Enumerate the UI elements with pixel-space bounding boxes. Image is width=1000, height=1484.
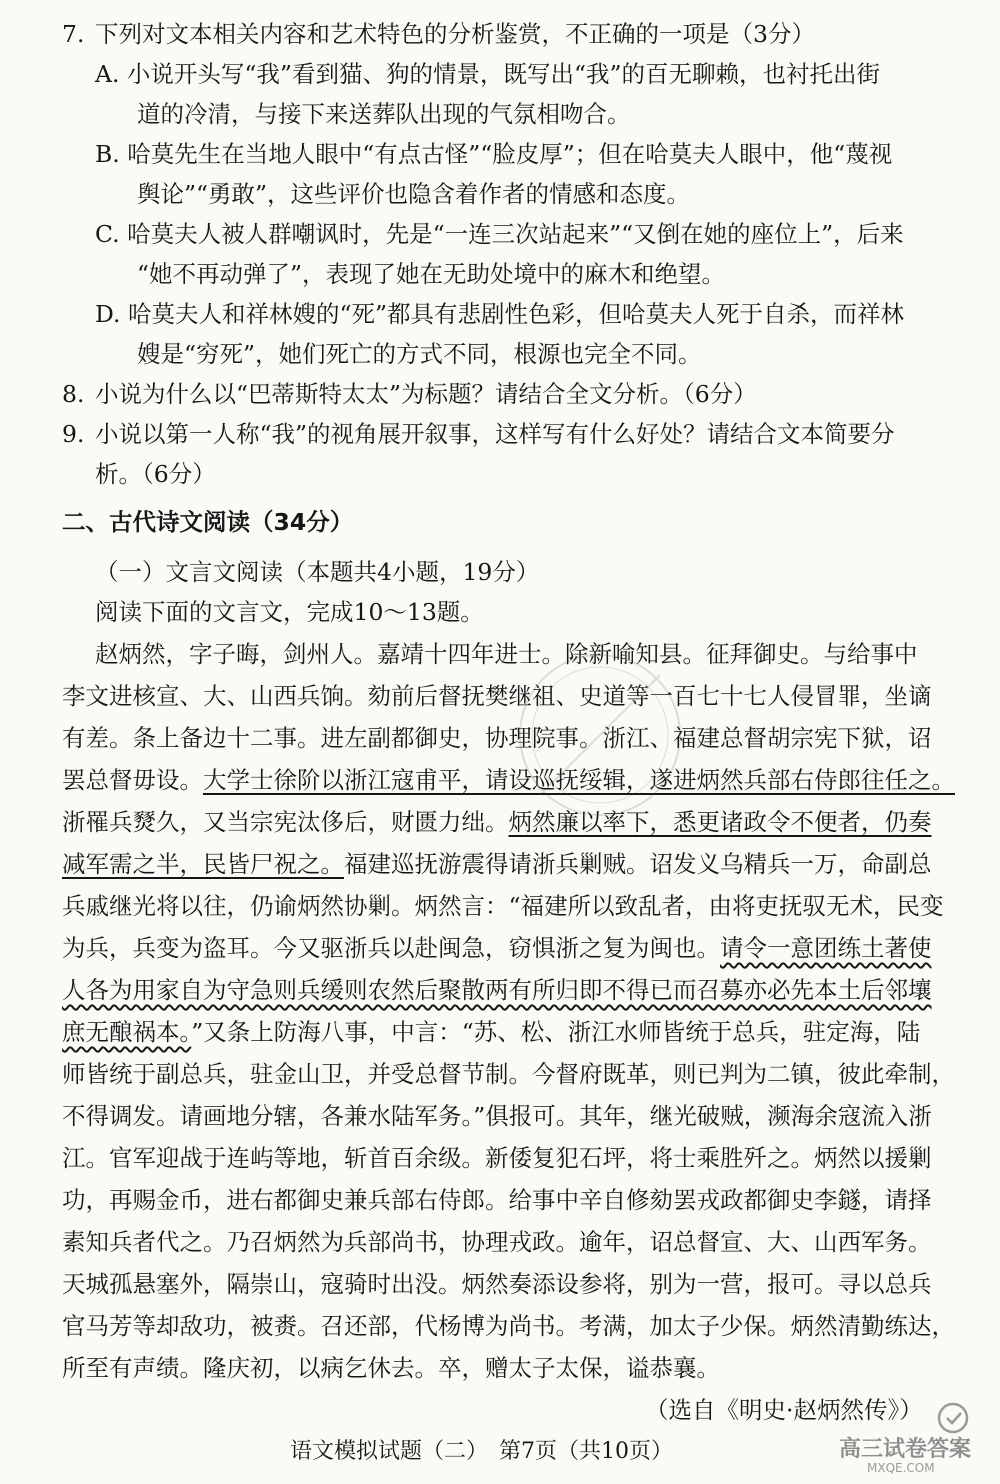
watermark-text: 高三试卷答案 xyxy=(839,1437,972,1462)
reading-instruction: 阅读下面的文言文，完成10～13题。 xyxy=(95,598,484,626)
passage-line-18: 所至有声绩。隆庆初，以病乞休去。卒，赠太子太保，谥恭襄。 xyxy=(62,1354,720,1382)
page-footer: 语文模拟试题（二） 第7页（共10页） xyxy=(290,1439,673,1464)
wavy-underlined-sentence: 请令一意团练土著使 xyxy=(720,934,932,962)
passage-line-3: 有差。条上备边十二事。进左副都御史，协理院事。浙江、福建总督胡宗宪下狱，诏 xyxy=(62,724,932,752)
passage-line-5 xyxy=(62,806,932,838)
option-c-line-1: C. 哈莫夫人被人群嘲讽时，先是“一连三次站起来”“又倒在她的座位上”，后来 xyxy=(95,220,904,248)
passage-line-15: 素知兵者代之。乃召炳然为兵部尚书，协理戎政。逾年，诏总督宣、大、山西军务。 xyxy=(62,1228,932,1256)
passage-line-6 xyxy=(62,848,932,880)
wavy-underlined-sentence: 人各为用家自为守急则兵缓则农然后聚散两有所归即不得已而召募亦必先本土后邻壤 xyxy=(62,976,932,1004)
passage-line-10 xyxy=(62,1016,920,1048)
question-7-number: 7. xyxy=(62,20,85,48)
question-9-text-line-2: 析。（6分） xyxy=(95,460,216,488)
passage-source: （选自《明史·赵炳然传》） xyxy=(645,1396,923,1424)
passage-line-14: 功，再赐金币，进右都御史兼兵部右侍郎。给事中辛自修劾罢戎政都御史李鐩，请择 xyxy=(62,1186,932,1214)
passage-line-12: 不得调发。请画地分辖，各兼水陆军务。”俱报可。其年，继光破贼，濒海余寇流入浙 xyxy=(62,1102,932,1130)
question-7-stem: 下列对文本相关内容和艺术特色的分析鉴赏，不正确的一项是（3分） xyxy=(95,20,815,48)
question-9-text-line-1: 小说以第一人称“我”的视角展开叙事，这样写有什么好处？请结合文本简要分 xyxy=(95,420,895,448)
passage-line-4 xyxy=(62,764,955,796)
underlined-sentence: 减军需之半，民皆尸祝之。 xyxy=(62,850,344,878)
subsection-title: （一）文言文阅读（本题共4小题，19分） xyxy=(95,558,540,586)
passage-line-9 xyxy=(62,974,932,1006)
wavy-underlined-sentence: 庶无酿祸本。 xyxy=(62,1018,192,1046)
passage-text: 罢总督毋设。 xyxy=(62,766,203,794)
option-b-line-2: 舆论”“勇敢”，这些评价也隐含着作者的情感和态度。 xyxy=(137,180,691,208)
underlined-sentence: 炳然廉以率下，悉更诸政令不便者，仍奏 xyxy=(508,808,932,836)
option-a-line-1: A. 小说开头写“我”看到猫、狗的情景，既写出“我”的百无聊赖，也衬托出街 xyxy=(95,60,880,88)
passage-line-11: 师皆统于副总兵，驻金山卫，并受总督节制。今督府既革，则已判为二镇，彼此牵制， xyxy=(62,1060,955,1088)
passage-line-7: 兵戚继光将以往，仍谕炳然协剿。炳然言：“福建所以致乱者，由将吏抚驭无术，民变 xyxy=(62,892,944,920)
option-d-line-1: D. 哈莫夫人和祥林嫂的“死”都具有悲剧性色彩，但哈莫夫人死于自杀，而祥林 xyxy=(95,300,904,328)
passage-line-2: 李文进核宣、大、山西兵饷。劾前后督抚樊继祖、史道等一百七十七人侵冒罪，坐谪 xyxy=(62,682,932,710)
passage-line-13: 江。官军迎战于连屿等地，斩首百余级。新倭复犯石坪，将士乘胜歼之。炳然以援剿 xyxy=(62,1144,932,1172)
option-a-line-2: 道的冷清，与接下来送葬队出现的气氛相吻合。 xyxy=(137,100,631,128)
passage-line-1: 赵炳然，字子晦，剑州人。嘉靖十四年进士。除新喻知县。征拜御史。与给事中 xyxy=(95,640,918,668)
question-8-text: 小说为什么以“巴蒂斯特太太”为标题？请结合全文分析。（6分） xyxy=(95,380,757,408)
passage-text: 为兵，兵变为盗耳。今又驱浙兵以赴闽急，窃惧浙之复为闽也。 xyxy=(62,934,720,962)
underlined-sentence: 大学士徐阶以浙江寇甫平，请设巡抚绥辑，遂进炳然兵部右侍郎往任之。 xyxy=(203,766,955,794)
question-9-number: 9. xyxy=(62,420,85,448)
option-c-line-2: “她不再动弹了”，表现了她在无助处境中的麻木和绝望。 xyxy=(137,260,726,288)
passage-text: 浙罹兵燹久，又当宗宪汰侈后，财匮力绌。 xyxy=(62,808,509,836)
passage-line-8 xyxy=(62,932,932,964)
question-8-number: 8. xyxy=(62,380,85,408)
passage-text: ”又条上防海八事，中言：“苏、松、浙江水师皆统于总兵，驻定海，陆 xyxy=(191,1018,921,1046)
section-heading: 二、古代诗文阅读（34分） xyxy=(62,508,354,536)
passage-text: 福建巡抚游震得请浙兵剿贼。诏发义乌精兵一万，命副总 xyxy=(344,850,932,878)
passage-line-16: 天城孤悬塞外，隔崇山，寇骑时出没。炳然奏添设参将，别为一营，报可。寻以总兵 xyxy=(62,1270,932,1298)
option-b-line-1: B. 哈莫先生在当地人眼中“有点古怪”“脸皮厚”；但在哈莫夫人眼中，他“蔑视 xyxy=(95,140,893,168)
passage-line-17: 官马芳等却敌功，被赉。召还部，代杨博为尚书。考满，加太子少保。炳然清勤练达， xyxy=(62,1312,955,1340)
option-d-line-2: 嫂是“穷死”，她们死亡的方式不同，根源也完全不同。 xyxy=(137,340,702,368)
watermark-url: MXQE.COM xyxy=(867,1461,935,1474)
